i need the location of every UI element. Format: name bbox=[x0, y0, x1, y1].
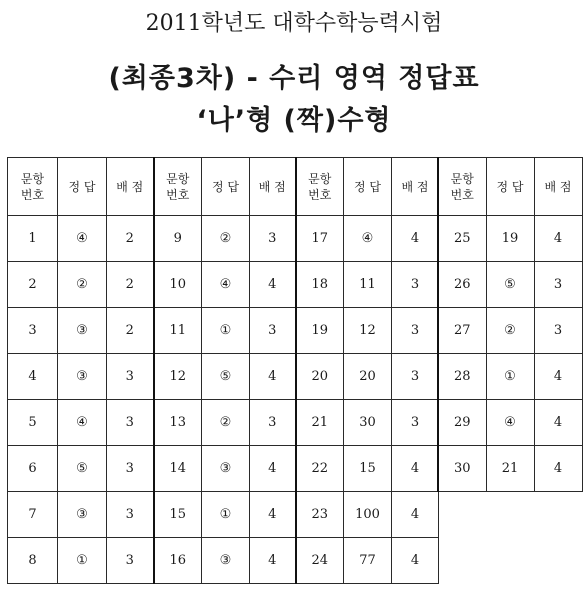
table-row bbox=[8, 400, 439, 446]
question-number: 24 bbox=[296, 538, 344, 584]
question-number: 7 bbox=[8, 492, 58, 538]
score-value: 4 bbox=[250, 262, 296, 308]
score-value: 3 bbox=[534, 262, 582, 308]
exam-type-subtitle: ‘나’형 (짝)수형 bbox=[196, 105, 392, 136]
question-number: 22 bbox=[296, 446, 344, 492]
question-number: 11 bbox=[154, 308, 202, 354]
answer-value: 12 bbox=[344, 308, 392, 354]
score-value: 4 bbox=[392, 492, 439, 538]
table-row bbox=[8, 308, 439, 354]
exam-title: 2011학년도 대학수학능력시험 bbox=[145, 11, 443, 36]
question-number: 5 bbox=[8, 400, 58, 446]
score-value: 2 bbox=[107, 262, 154, 308]
question-number: 16 bbox=[154, 538, 202, 584]
question-number: 17 bbox=[296, 216, 344, 262]
answer-value: ⑤ bbox=[58, 446, 107, 492]
header-number: 문항 번호 bbox=[438, 158, 486, 216]
answer-value: ② bbox=[486, 308, 534, 354]
answer-value: 77 bbox=[344, 538, 392, 584]
answer-value: ③ bbox=[58, 492, 107, 538]
table-row bbox=[8, 262, 439, 308]
answer-value: ④ bbox=[202, 262, 250, 308]
question-number: 2 bbox=[8, 262, 58, 308]
answer-value: ① bbox=[486, 354, 534, 400]
answer-value: ③ bbox=[202, 538, 250, 584]
answer-value: 21 bbox=[486, 446, 534, 492]
question-number: 3 bbox=[8, 308, 58, 354]
answer-value: 100 bbox=[344, 492, 392, 538]
score-value: 3 bbox=[392, 262, 439, 308]
question-number: 18 bbox=[296, 262, 344, 308]
header-score: 배 점 bbox=[107, 158, 154, 216]
answer-value: ③ bbox=[58, 308, 107, 354]
table-row bbox=[438, 354, 582, 400]
score-value: 3 bbox=[250, 400, 296, 446]
header-answer: 정 답 bbox=[58, 158, 107, 216]
question-number: 26 bbox=[438, 262, 486, 308]
question-number: 28 bbox=[438, 354, 486, 400]
question-number: 23 bbox=[296, 492, 344, 538]
header-score: 배 점 bbox=[392, 158, 439, 216]
question-number: 13 bbox=[154, 400, 202, 446]
score-value: 4 bbox=[250, 538, 296, 584]
table-row bbox=[8, 216, 439, 262]
score-value: 4 bbox=[392, 446, 439, 492]
question-number: 30 bbox=[438, 446, 486, 492]
answer-value: 19 bbox=[486, 216, 534, 262]
question-number: 29 bbox=[438, 400, 486, 446]
answer-value: ④ bbox=[58, 400, 107, 446]
table-row bbox=[8, 446, 439, 492]
question-number: 20 bbox=[296, 354, 344, 400]
score-value: 4 bbox=[534, 446, 582, 492]
answer-value: ⑤ bbox=[202, 354, 250, 400]
question-number: 27 bbox=[438, 308, 486, 354]
question-number: 12 bbox=[154, 354, 202, 400]
header-row bbox=[8, 158, 439, 216]
score-value: 3 bbox=[107, 538, 154, 584]
question-number: 21 bbox=[296, 400, 344, 446]
answer-key-title: (최종3차) - 수리 영역 정답표 bbox=[108, 63, 480, 94]
score-value: 4 bbox=[250, 354, 296, 400]
header-number: 문항 번호 bbox=[8, 158, 58, 216]
table-row bbox=[438, 216, 582, 262]
score-value: 3 bbox=[107, 492, 154, 538]
question-number: 14 bbox=[154, 446, 202, 492]
header-score: 배 점 bbox=[250, 158, 296, 216]
score-value: 4 bbox=[250, 492, 296, 538]
answer-value: 20 bbox=[344, 354, 392, 400]
score-value: 4 bbox=[534, 354, 582, 400]
score-value: 3 bbox=[107, 446, 154, 492]
answer-table-last-group bbox=[437, 157, 583, 492]
table-row bbox=[8, 538, 439, 584]
score-value: 4 bbox=[392, 538, 439, 584]
score-value: 3 bbox=[534, 308, 582, 354]
header-answer: 정 답 bbox=[486, 158, 534, 216]
answer-value: ① bbox=[202, 308, 250, 354]
score-value: 2 bbox=[107, 308, 154, 354]
score-value: 4 bbox=[534, 400, 582, 446]
header-answer: 정 답 bbox=[344, 158, 392, 216]
score-value: 3 bbox=[392, 308, 439, 354]
answer-value: ② bbox=[202, 216, 250, 262]
table-row bbox=[8, 354, 439, 400]
table-row bbox=[438, 400, 582, 446]
answer-value: ③ bbox=[202, 446, 250, 492]
question-number: 8 bbox=[8, 538, 58, 584]
score-value: 4 bbox=[250, 446, 296, 492]
answer-value: ③ bbox=[58, 354, 107, 400]
answer-value: 15 bbox=[344, 446, 392, 492]
answer-value: ⑤ bbox=[486, 262, 534, 308]
score-value: 3 bbox=[392, 354, 439, 400]
answer-value: ④ bbox=[344, 216, 392, 262]
answer-value: 30 bbox=[344, 400, 392, 446]
question-number: 15 bbox=[154, 492, 202, 538]
question-number: 9 bbox=[154, 216, 202, 262]
score-value: 2 bbox=[107, 216, 154, 262]
question-number: 10 bbox=[154, 262, 202, 308]
table-row bbox=[438, 262, 582, 308]
answer-value: 11 bbox=[344, 262, 392, 308]
header-number: 문항 번호 bbox=[296, 158, 344, 216]
question-number: 1 bbox=[8, 216, 58, 262]
score-value: 3 bbox=[392, 400, 439, 446]
header-score: 배 점 bbox=[534, 158, 582, 216]
table-row bbox=[438, 308, 582, 354]
score-value: 3 bbox=[107, 400, 154, 446]
header-answer: 정 답 bbox=[202, 158, 250, 216]
answer-value: ① bbox=[202, 492, 250, 538]
answer-table bbox=[7, 157, 439, 584]
question-number: 6 bbox=[8, 446, 58, 492]
question-number: 25 bbox=[438, 216, 486, 262]
table-row bbox=[8, 492, 439, 538]
question-number: 4 bbox=[8, 354, 58, 400]
question-number: 19 bbox=[296, 308, 344, 354]
header-row bbox=[438, 158, 582, 216]
score-value: 3 bbox=[250, 308, 296, 354]
answer-value: ④ bbox=[58, 216, 107, 262]
table-row bbox=[438, 446, 582, 492]
answer-value: ① bbox=[58, 538, 107, 584]
score-value: 3 bbox=[107, 354, 154, 400]
answer-value: ② bbox=[58, 262, 107, 308]
score-value: 4 bbox=[534, 216, 582, 262]
answer-value: ② bbox=[202, 400, 250, 446]
answer-value: ④ bbox=[486, 400, 534, 446]
score-value: 3 bbox=[250, 216, 296, 262]
header-number: 문항 번호 bbox=[154, 158, 202, 216]
score-value: 4 bbox=[392, 216, 439, 262]
